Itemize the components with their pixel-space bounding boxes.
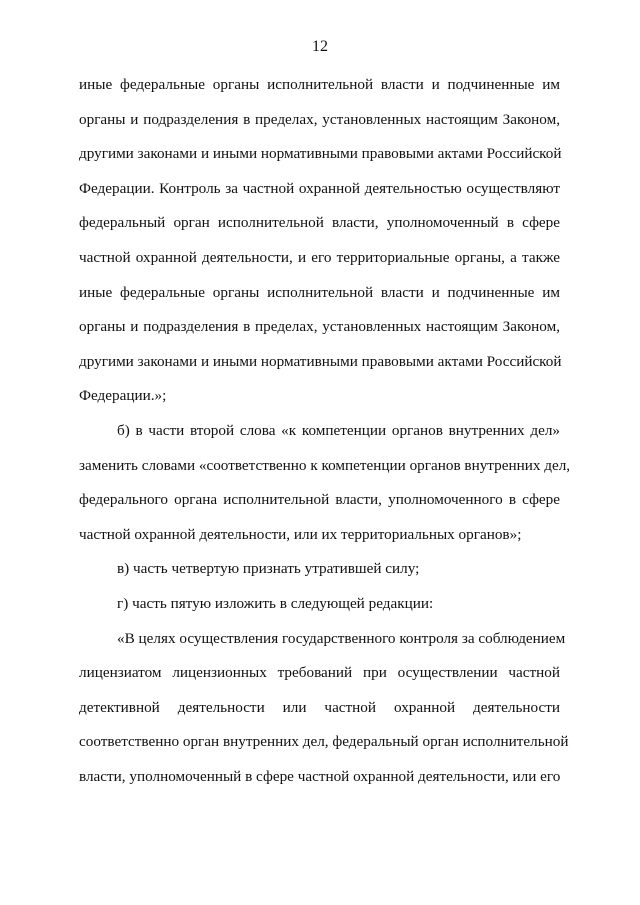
text-line: органы и подразделения в пределах, установленных настоящим Законом,: [79, 318, 560, 336]
text-line: в) часть четвертую признать утратившей силу;: [117, 560, 420, 578]
page-number: 12: [312, 38, 328, 55]
text-line: частной охранной деятельности, или их территориальных органов»;: [79, 525, 522, 543]
text-line: детективной деятельности или частной охранной деятельности: [79, 698, 560, 716]
text-line: заменить словами «соответственно к компетенции органов внутренних дел,: [79, 456, 571, 474]
text-line: частной охранной деятельности, и его территориальные органы, а также: [79, 248, 560, 266]
text-line: лицензиатом лицензионных требований при осуществлении частной: [79, 664, 560, 682]
text-line: органы и подразделения в пределах, установленных настоящим Законом,: [79, 110, 560, 128]
text-line: власти, уполномоченный в сфере частной охранной деятельности, или его: [79, 767, 561, 785]
text-line: федерального органа исполнительной власти, уполномоченного в сфере: [79, 491, 560, 509]
text-line: б) в части второй слова «к компетенции органов внутренних дел»: [117, 421, 560, 439]
document-body: [79, 68, 571, 794]
text-line: другими законами и иными нормативными правовыми актами Российской: [79, 145, 562, 163]
text-line: Федерации. Контроль за частной охранной деятельностью осуществляют: [79, 179, 560, 197]
text-line: г) часть пятую изложить в следующей редакции:: [117, 594, 434, 612]
text-line: иные федеральные органы исполнительной власти и подчиненные им: [79, 76, 560, 93]
text-line: федеральный орган исполнительной власти, уполномоченный в сфере: [79, 214, 560, 232]
text-line: «В целях осуществления государственного контроля за соблюдением: [117, 629, 566, 647]
text-line: другими законами и иными нормативными правовыми актами Российской: [79, 352, 562, 370]
text-line: Федерации.»;: [79, 387, 167, 405]
text-line: соответственно орган внутренних дел, федеральный орган исполнительной: [79, 733, 569, 751]
text-line: иные федеральные органы исполнительной власти и подчиненные им: [79, 283, 560, 301]
